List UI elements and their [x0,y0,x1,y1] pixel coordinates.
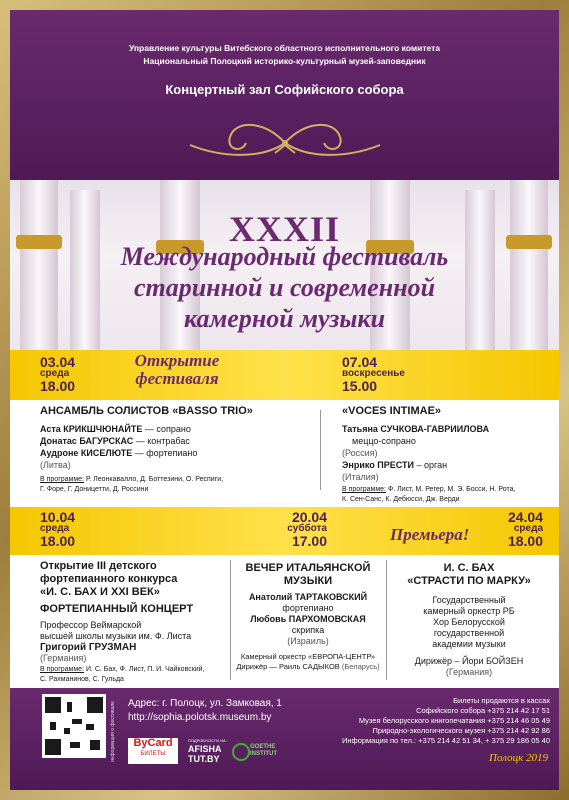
date-label: 03.04 [40,354,76,370]
divider [230,560,231,680]
festival-number: XXXII [228,209,340,249]
concert-2-performers: Татьяна СУЧКОВА-ГАВРИИЛОВА меццо-сопрано (Россия) Энрико ПРЕСТИ – орган (Италия) [342,424,490,482]
afisha-logo: AFISHA TUT.BY [188,744,222,764]
date-time-4: 20.04 суббота 17.00 [287,509,327,549]
concert-1-title: АНСАМБЛЬ СОЛИСТОВ «BASSO TRIO» [40,405,253,417]
ticket-info: Билеты продаются в кассах Софийского собора +375 214 42 17 51 Музея белорусского книгопечатания +375 214 46 05 49 Природно-экологического музея +375 214 42 92 86 Информация по тел.: +375 214 42 51 34, + 375 29 186 05 40 [341,696,550,745]
qr-code-icon[interactable] [42,694,106,758]
weekday-label: среда [40,368,70,379]
concert-2-title: «VOCES INTIMAE» [342,405,442,417]
concert-5-performers: Государственный камерный оркестр РБ Хор Белорусской государственной академии музыки Дирижёр – Йори БОЙЗЕН (Германия) [414,595,524,677]
goethe-icon [232,743,250,761]
weekday-label: воскресенье [342,368,405,379]
goethe-logo: GOETHE INSTITUT [250,744,277,757]
organizer-line-1: Управление культуры Витебского областного исполнительного комитета [128,43,441,53]
concert-3-heading: Открытие III детского фортепианного конкурса «И. С. БАХ И XXI ВЕК» ФОРТЕПИАННЫЙ КОНЦЕРТ [40,560,194,615]
concert-1-performers: Аста КРИКШЧЮНАЙТЕ — сопрано Донатас БАГУРСКАС — контрабас Аудроне КИСЕЛЮТЕ — фортепиано (Литва) [40,424,198,470]
qr-caption: информация о фестивале [110,701,116,762]
divider [320,410,321,490]
date-label: 07.04 [342,354,378,370]
bycard-logo: ByCard БИЛЕТЫ [128,738,178,764]
concert-5-title: И. С. БАХ «СТРАСТИ ПО МАРКУ» [407,562,531,587]
date-time-3: 10.04 среда 18.00 [40,509,76,549]
festival-title-line-3: камерной музыки [183,304,386,333]
concert-4-title: ВЕЧЕР ИТАЛЬЯНСКОЙ МУЗЫКИ [245,562,371,587]
concert-4-performers: Анатолий ТАРТАКОВСКИЙ фортепиано Любовь ПАРХОМОВСКАЯ скрипка (Израиль) [248,592,368,646]
concert-1-program: В программе: Р. Леонкавалло, Д. Боттезини, О. Респиги, Г. Форе, Г. Доницетти, Д. Россини [40,476,224,493]
date-time-5: 24.04 среда 18.00 [507,509,543,549]
date-time-2 [342,355,405,393]
poster-inner [10,10,559,790]
gold-ornament-icon [180,115,390,170]
concert-2-program: В программе: Ф. Лист, М. Регер, М. Э. Босси, Н. Рота, К. Сен-Санс, К. Дебюсси, Дж. Верди [342,486,516,503]
divider [386,560,387,680]
afisha-caption: ПОДРОБНОСТИ НА: [188,738,227,743]
organizer-line-2: Национальный Полоцкий историко-культурный музей-заповедник [143,56,426,66]
festival-title-line-1: Международный фестиваль [120,242,449,271]
concert-hall-name: Концертный зал Софийского собора [165,82,404,97]
concert-3-performer: Профессор Веймарской высшей школы музыки им. Ф. Листа Григорий ГРУЗМАН (Германия) [40,620,192,663]
festival-title-line-2: старинной и современной [133,273,436,302]
concert-3-program: В программе: И. С. Бах, Ф. Лист, П. И. Чайковский, С. Рахманинов, С. Гульда [40,666,205,683]
city-year: Полоцк 2019 [489,752,548,764]
time-label: 18.00 [40,378,76,394]
concert-4-orchestra: Камерный оркестр «ЕВРОПА-ЦЕНТР» Дирижёр — Раиль САДЫКОВ (Беларусь) [236,652,380,671]
website-link[interactable]: http://sophia.polotsk.museum.by [128,712,272,723]
header-band [10,10,559,180]
date-time-1 [40,355,75,393]
time-label: 15.00 [342,378,378,394]
date-band-1 [10,350,559,400]
address: Адрес: г. Полоцк, ул. Замковая, 1 [128,698,282,709]
premiere-label: Премьера! [390,525,470,544]
opening-label: Открытие фестиваля [134,351,220,388]
